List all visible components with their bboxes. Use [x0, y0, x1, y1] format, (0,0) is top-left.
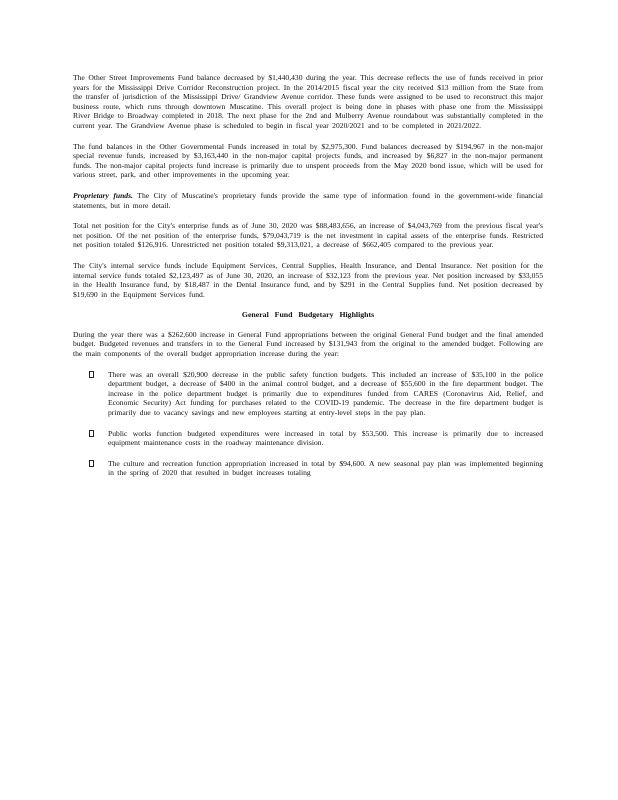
budgetary-highlights-heading: General Fund Budgetary Highlights: [241, 310, 375, 320]
list-item: [73, 429, 543, 448]
proprietary-funds-text: The City of Muscatine's proprietary funds provide the same type of information found in the government-wide financial statements, but in more detail.: [73, 190, 544, 210]
square-bullet-icon: [89, 430, 94, 437]
enterprise-funds-paragraph: Total net position for the City's enterprise funds as of June 30, 2020 was $88,483,656, an increase of $4,043,769 from the previous fiscal year's net position. Of the net position of the enterprise funds, $79,043,719 is the net investment in capital assets of the enterprise funds. Restricted net position totaled $126,916. Unrestricted net position totaled $9,313,021, a decrease of $662,405 compared to the previous year.: [73, 221, 543, 250]
other-street-improvements-paragraph: The Other Street Improvements Fund balance decreased by $1,440,430 during the year. This decrease reflects the use of funds received in prior years for the Mississippi Drive Corridor Reconstruction project. In the 2014/2015 fiscal year the city received $13 million from the State from the transfer of jurisdiction of the Mississippi Drive/ Grandview Avenue corridor. These funds were assigned to be used to reconstruct this major business route, which runs through downtown Muscatine. This overall project is being done in phases with phase one from the Mississippi River Bridge to Broadway completed in 2018. The next phase for the 2nd and Mulberry Avenue roundabout was substantially completed in the current year. The Grandview Avenue phase is scheduled to begin in fiscal year 2020/2021 and to be completed in 2021/2022.: [73, 73, 543, 130]
proprietary-funds-paragraph: [73, 191, 543, 210]
list-item: [73, 370, 543, 418]
document-page: [73, 73, 543, 489]
internal-service-funds-paragraph: The City's internal service funds include Equipment Services, Central Supplies, Health Insurance, and Dental Insurance. Net position for the internal service funds totaled $2,123,497 as of June 30, 2020, an increase of $32,123 from the previous year. Net position increased by $33,055 in the Health Insurance fund, by $18,487 in the Dental Insurance fund, and by $291 in the Central Supplies fund. Net position decreased by $19,690 in the Equipment Services fund.: [73, 260, 543, 299]
square-bullet-icon: [89, 371, 94, 378]
public-safety-bullet-text: There was an overall $20,900 decrease in the public safety function budgets. This included an increase of $35,100 in the police department budget, a decrease of $400 in the animal control budget, and a decrease of $55,600 in the fire department budget. The increase in the police department budget is primarily due to expenditures funded from CARES (Coronavirus Aid, Relief, and Economic Security) Act funding for purchases related to the COVID-19 pandemic. The decrease in the fire department budget is primarily due to vacancy savings and new employees starting at entry-level steps in the pay plan.: [108, 369, 543, 418]
culture-recreation-bullet-text: The culture and recreation function appropriation increased in total by $94,600. A new seasonal pay plan was implemented beginning in the spring of 2020 that resulted in budget increases totaling: [108, 458, 543, 478]
square-bullet-icon: [89, 460, 94, 467]
public-works-bullet-text: Public works function budgeted expenditures were increased in total by $53,500. This increase is primarily due to increased equipment maintenance costs in the roadway maintenance division.: [108, 428, 543, 448]
list-item: [73, 459, 543, 478]
proprietary-funds-lead: Proprietary funds.: [73, 190, 133, 200]
other-governmental-funds-paragraph: The fund balances in the Other Governmental Funds increased in total by $2,975,300. Fund balances decreased by $194,967 in the non-major special revenue funds, increased by $3,163,440 in the non-major capital projects funds, and increased by $6,827 in the non-major permanent funds. The non-major capital projects fund increase is primarily due to unspent proceeds from the May 2020 bond issue, which will be used for various street, park, and other improvements in the upcoming year.: [73, 141, 543, 180]
budget-components-list: [73, 370, 543, 478]
budget-intro-paragraph: During the year there was a $262,600 increase in General Fund appropriations between the original General Fund budget and the final amended budget. Budgeted revenues and transfers in to the General Fund increased by $131,943 from the original to the amended budget. Following are the main components of the overall budget appropriation increase during the year:: [73, 329, 543, 359]
